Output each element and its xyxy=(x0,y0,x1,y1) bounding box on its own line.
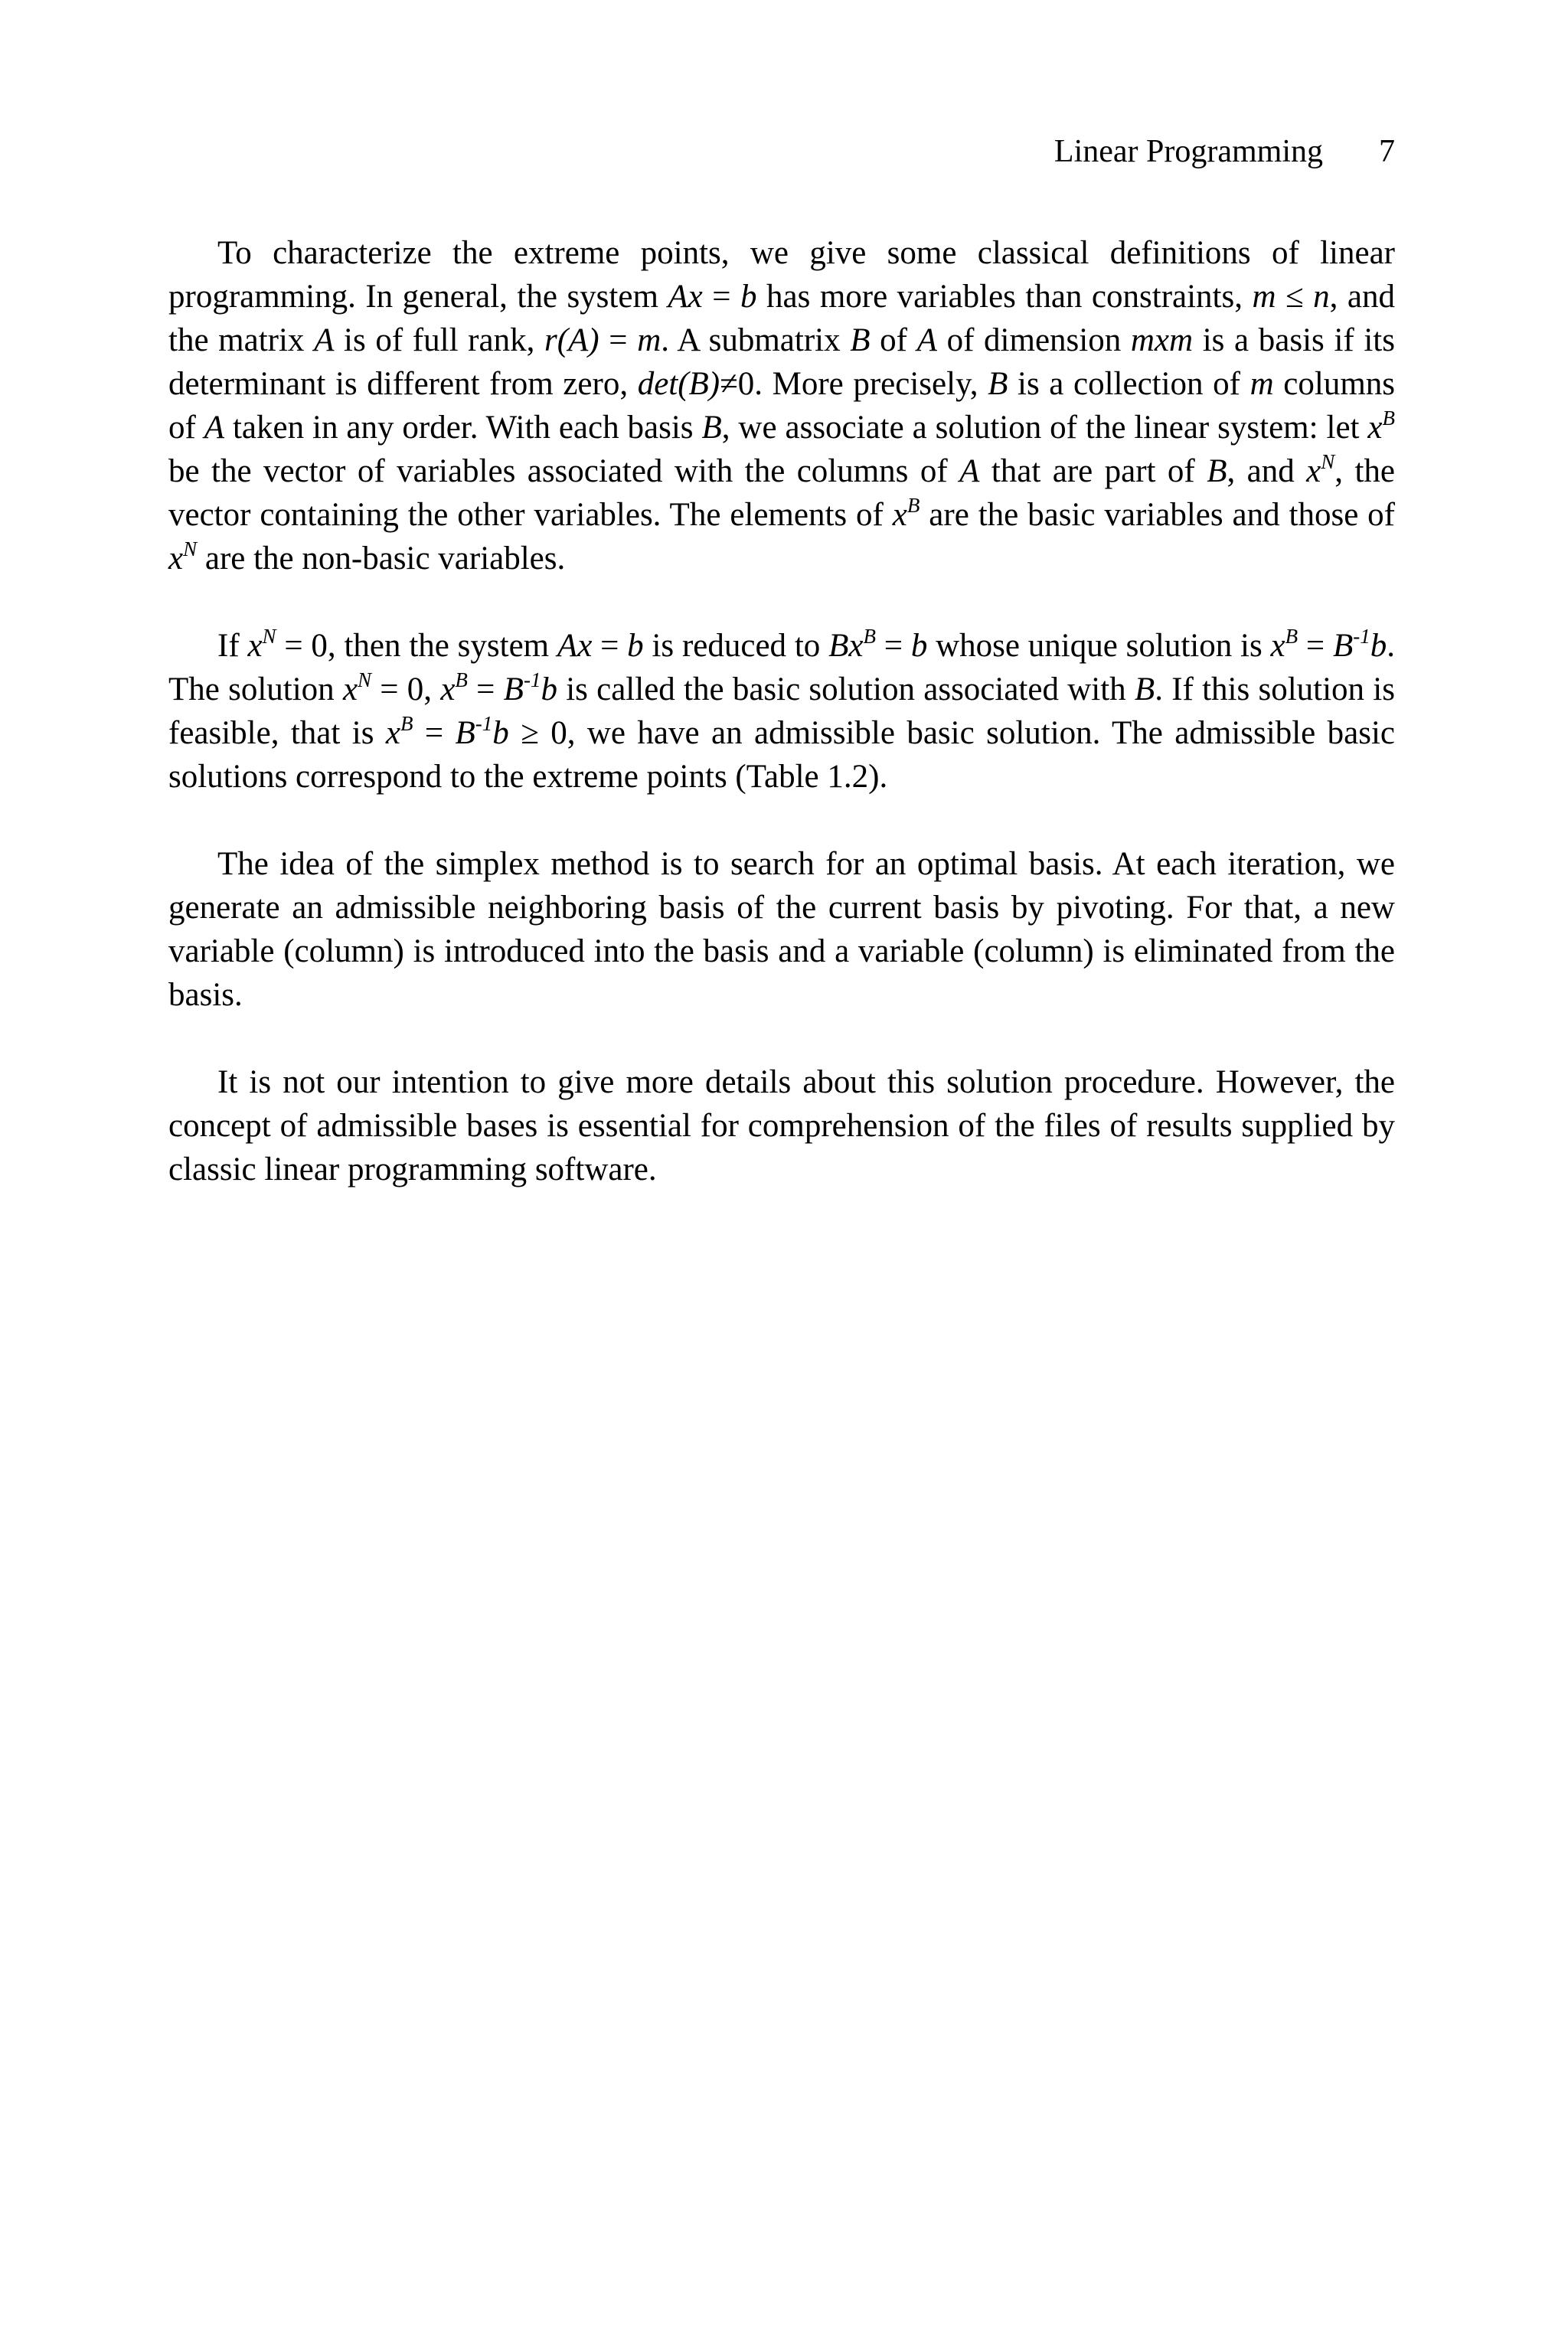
text-run: The idea of the simplex method is to search for an optimal basis. At each iteration, we generate an admissible neighboring basis of the current basis by pivoting. For that, a new variable (column) is introduced into the basis and a variable (column) is eliminated from the basis. xyxy=(168,846,1395,1013)
math-superscript: B xyxy=(906,494,920,517)
math-symbol: b xyxy=(910,628,928,664)
math-symbol: B xyxy=(988,366,1008,402)
math-superscript: N xyxy=(183,537,198,560)
text-run: = xyxy=(592,628,628,664)
math-symbol: b xyxy=(541,671,557,707)
text-run: , and the matrix xyxy=(168,279,1395,358)
text-run: = xyxy=(875,628,911,664)
text-run: = xyxy=(702,279,741,315)
text-run: is a basis if its determinant is different from zero, xyxy=(168,322,1395,402)
text-run: = 0, then the system xyxy=(276,628,557,664)
text-run: of dimension xyxy=(936,322,1131,358)
math-symbol: b xyxy=(740,279,757,315)
math-superscript: -1 xyxy=(1353,625,1370,648)
text-run: whose unique solution is xyxy=(927,628,1271,664)
text-run: = xyxy=(1298,628,1333,664)
math-symbol: x xyxy=(1270,628,1285,664)
text-run: . A submatrix xyxy=(661,322,851,358)
math-symbol: B xyxy=(1207,453,1227,489)
math-symbol: A xyxy=(959,453,980,489)
text-run: To characterize the extreme points, we give some classical definitions of linear programming. In general, the system xyxy=(168,235,1395,315)
math-superscript: N xyxy=(262,625,276,648)
math-symbol: x xyxy=(342,671,358,707)
math-symbol: det(B) xyxy=(637,366,720,402)
math-symbol: x xyxy=(892,497,907,533)
paragraph-solution-procedure xyxy=(168,1060,1395,1191)
text-run: is of full rank, xyxy=(334,322,544,358)
text-run: . If this solution is feasible, that is xyxy=(168,671,1395,751)
running-header xyxy=(168,129,1395,175)
text-run: is a collection of xyxy=(1008,366,1250,402)
math-symbol: x xyxy=(385,715,400,751)
text-run: is reduced to xyxy=(643,628,829,664)
text-run: has more variables than constraints, xyxy=(756,279,1253,315)
math-symbol: x xyxy=(247,628,263,664)
text-run: are the non-basic variables. xyxy=(197,541,566,577)
math-symbol: x xyxy=(168,541,184,577)
text-run: , the vector containing the other variables. The elements of xyxy=(168,453,1395,533)
math-symbol: m xyxy=(637,322,662,358)
math-symbol: B xyxy=(455,715,475,751)
math-superscript: B xyxy=(455,668,468,691)
text-run: , and xyxy=(1227,453,1307,489)
running-header-title: Linear Programming xyxy=(1054,134,1323,169)
page-number: 7 xyxy=(1379,134,1395,169)
text-run: columns of xyxy=(168,366,1395,446)
text-run: It is not our intention to give more details about this solution procedure. However, the concept of admissible bases is essential for comprehension of the files of results supplied by classic linear programming software. xyxy=(168,1064,1395,1187)
text-run: = xyxy=(599,322,638,358)
math-superscript: N xyxy=(358,668,372,691)
text-run: = xyxy=(413,715,456,751)
math-symbol: Bx xyxy=(828,628,864,664)
paragraph-simplex-method xyxy=(168,842,1395,1017)
math-superscript: B xyxy=(1382,407,1395,430)
math-symbol: A xyxy=(916,322,937,358)
math-superscript: N xyxy=(1321,450,1335,473)
math-symbol: n xyxy=(1313,279,1330,315)
math-symbol: r(A) xyxy=(544,322,599,358)
math-symbol: A xyxy=(314,322,335,358)
math-symbol: mxm xyxy=(1130,322,1194,358)
text-run: = 0, xyxy=(371,671,441,707)
text-run: of xyxy=(870,322,917,358)
math-superscript: B xyxy=(1285,625,1298,648)
text-run: ≥ 0, we have an admissible basic solution. The admissible basic solutions correspond to the extreme points (Table 1.2). xyxy=(168,715,1395,795)
math-symbol: Ax xyxy=(668,279,703,315)
paragraph-extreme-points xyxy=(168,231,1395,580)
text-run: taken in any order. With each basis xyxy=(224,410,702,446)
math-symbol: m xyxy=(1252,279,1276,315)
math-symbol: B xyxy=(503,671,524,707)
math-symbol: b xyxy=(492,715,509,751)
math-symbol: m xyxy=(1250,366,1274,402)
text-run: are the basic variables and those of xyxy=(920,497,1396,533)
math-symbol: B xyxy=(1134,671,1155,707)
math-symbol: b xyxy=(1370,628,1387,664)
text-run: that are part of xyxy=(979,453,1207,489)
text-run: is called the basic solution associated with xyxy=(557,671,1135,707)
text-run: If xyxy=(217,628,248,664)
math-symbol: B xyxy=(1332,628,1354,664)
math-symbol: Ax xyxy=(557,628,593,664)
text-run: ≤ xyxy=(1276,279,1314,315)
body-text xyxy=(168,231,1395,1191)
text-run: = xyxy=(467,671,504,707)
math-symbol: B xyxy=(850,322,871,358)
math-superscript: -1 xyxy=(523,668,541,691)
text-run: ≠0. More precisely, xyxy=(720,366,988,402)
math-symbol: B xyxy=(701,410,722,446)
text-run: be the vector of variables associated with the columns of xyxy=(168,453,960,489)
math-superscript: -1 xyxy=(475,712,493,735)
math-symbol: A xyxy=(204,410,225,446)
text-run: , we associate a solution of the linear system: let xyxy=(721,410,1368,446)
math-symbol: b xyxy=(627,628,644,664)
math-symbol: x xyxy=(1306,453,1321,489)
math-symbol: x xyxy=(440,671,456,707)
math-symbol: x xyxy=(1367,410,1383,446)
text-run: . The solution xyxy=(168,628,1396,707)
paragraph-basic-solution xyxy=(168,624,1395,799)
math-superscript: B xyxy=(400,712,413,735)
math-superscript: B xyxy=(863,625,876,648)
